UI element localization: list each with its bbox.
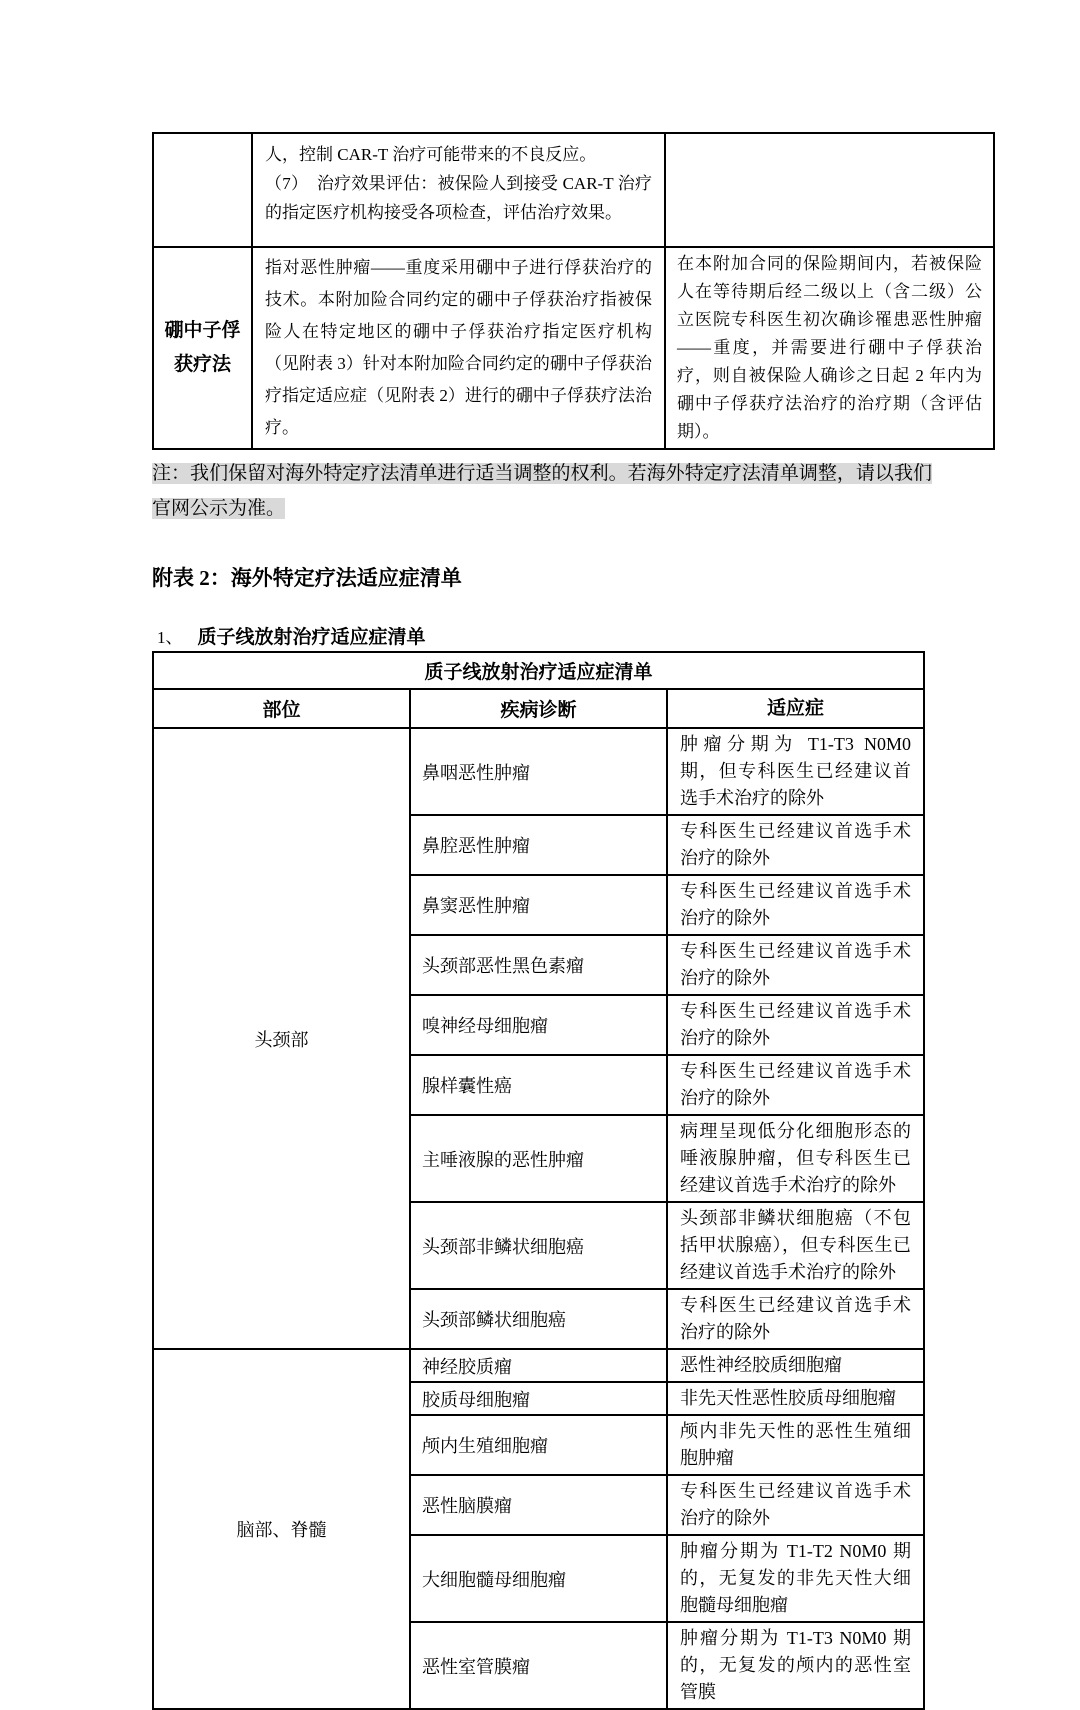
diagnosis-cell: 颅内生殖细胞瘤 xyxy=(410,1415,667,1475)
table-row xyxy=(153,1349,924,1382)
indication-cell: 病理呈现低分化细胞形态的唾液腺肿瘤，但专科医生已经建议首选手术治疗的除外 xyxy=(667,1115,924,1202)
indication-cell: 肿瘤分期为 T1-T3 N0M0 期，但专科医生已经建议首选手术治疗的除外 xyxy=(667,728,924,815)
indication-cell: 颅内非先天性的恶性生殖细胞肿瘤 xyxy=(667,1415,924,1475)
header-diagnosis: 疾病诊断 xyxy=(410,689,667,728)
site-cell: 头颈部 xyxy=(153,728,410,1349)
indication-cell: 专科医生已经建议首选手术治疗的除外 xyxy=(667,875,924,935)
indication-cell: 专科医生已经建议首选手术治疗的除外 xyxy=(667,1475,924,1535)
diagnosis-cell: 胶质母细胞瘤 xyxy=(410,1382,667,1415)
overseas-therapy-definition-table xyxy=(152,132,995,450)
appendix-title: 附表 2：海外特定疗法适应症清单 xyxy=(152,566,462,590)
diagnosis-cell: 主唾液腺的恶性肿瘤 xyxy=(410,1115,667,1202)
table-row xyxy=(153,728,924,815)
proton-therapy-table xyxy=(152,651,925,1710)
list-item-number: 1、 xyxy=(157,628,183,647)
table-row xyxy=(153,247,994,449)
diagnosis-cell: 恶性脑膜瘤 xyxy=(410,1475,667,1535)
indication-cell: 专科医生已经建议首选手术治疗的除外 xyxy=(667,935,924,995)
list-item-heading xyxy=(157,622,426,649)
indication-cell: 肿瘤分期为 T1-T2 N0M0 期的，无复发的非先天性大细胞髓母细胞瘤 xyxy=(667,1535,924,1622)
diagnosis-cell: 大细胞髓母细胞瘤 xyxy=(410,1535,667,1622)
indication-cell: 头颈部非鳞状细胞癌（不包括甲状腺癌），但专科医生已经建议首选手术治疗的除外 xyxy=(667,1202,924,1289)
therapy-definition-cell xyxy=(252,133,665,247)
indication-cell: 专科医生已经建议首选手术治疗的除外 xyxy=(667,815,924,875)
indication-cell: 非先天性恶性胶质母细胞瘤 xyxy=(667,1382,924,1415)
diagnosis-cell: 腺样囊性癌 xyxy=(410,1055,667,1115)
diagnosis-cell: 鼻咽恶性肿瘤 xyxy=(410,728,667,815)
treatment-period-cell: 在本附加合同的保险期间内，若被保险人在等待期后经二级以上（含二级）公立医院专科医生初次确诊罹患恶性肿瘤——重度，并需要进行硼中子俘获治疗，则自被保险人确诊之日起 2 年内为硼中子俘获疗法治疗的治疗期（含评估期）。 xyxy=(665,247,994,449)
therapy-definition-cell: 指对恶性肿瘤——重度采用硼中子进行俘获治疗的技术。本附加险合同约定的硼中子俘获治疗指被保险人在特定地区的硼中子俘获治疗指定医疗机构（见附表 3）针对本附加险合同约定的硼中子俘获治疗指定适应症（见附表 2）进行的硼中子俘获疗法治疗。 xyxy=(252,247,665,449)
therapy-term-cell xyxy=(153,133,252,247)
note-text xyxy=(152,456,932,526)
table-title-row xyxy=(153,652,924,689)
diagnosis-cell: 神经胶质瘤 xyxy=(410,1349,667,1382)
diagnosis-cell: 头颈部非鳞状细胞癌 xyxy=(410,1202,667,1289)
definition-line: 人，控制 CAR-T 治疗可能带来的不良反应。 xyxy=(265,145,597,164)
header-indication: 适应症 xyxy=(667,689,924,728)
table-title-cell: 质子线放射治疗适应症清单 xyxy=(153,652,924,689)
treatment-period-cell xyxy=(665,133,994,247)
diagnosis-cell: 嗅神经母细胞瘤 xyxy=(410,995,667,1055)
diagnosis-cell: 鼻腔恶性肿瘤 xyxy=(410,815,667,875)
header-site: 部位 xyxy=(153,689,410,728)
diagnosis-cell: 头颈部恶性黑色素瘤 xyxy=(410,935,667,995)
list-item-title: 质子线放射治疗适应症清单 xyxy=(197,627,426,648)
diagnosis-cell: 头颈部鳞状细胞癌 xyxy=(410,1289,667,1349)
table-header-row xyxy=(153,689,924,728)
diagnosis-cell: 恶性室管膜瘤 xyxy=(410,1622,667,1709)
note-highlight: 注：我们保留对海外特定疗法清单进行适当调整的权利。若海外特定疗法清单调整，请以我们官网公示为准。 xyxy=(152,463,932,519)
indication-cell: 专科医生已经建议首选手术治疗的除外 xyxy=(667,1289,924,1349)
site-cell: 脑部、脊髓 xyxy=(153,1349,410,1709)
therapy-term-cell: 硼中子俘获疗法 xyxy=(153,247,252,449)
table-row xyxy=(153,133,994,247)
diagnosis-cell: 鼻窦恶性肿瘤 xyxy=(410,875,667,935)
indication-cell: 专科医生已经建议首选手术治疗的除外 xyxy=(667,1055,924,1115)
indication-cell: 肿瘤分期为 T1-T3 N0M0 期的，无复发的颅内的恶性室管膜 xyxy=(667,1622,924,1709)
definition-line: （7） 治疗效果评估：被保险人到接受 CAR-T 治疗的指定医疗机构接受各项检查，评估治疗效果。 xyxy=(265,174,652,222)
indication-cell: 恶性神经胶质细胞瘤 xyxy=(667,1349,924,1382)
indication-cell: 专科医生已经建议首选手术治疗的除外 xyxy=(667,995,924,1055)
